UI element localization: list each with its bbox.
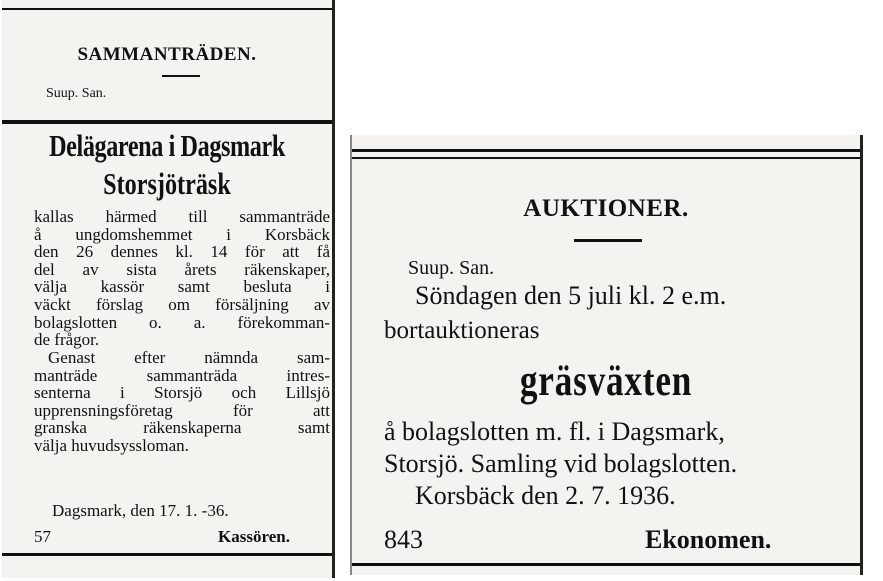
date-line: Dagsmark, den 17. 1. -36. [52, 501, 229, 520]
headline-line-1: Delägarena i Dagsmark [49, 128, 285, 163]
body-line: upprensningsföretag för att [34, 400, 330, 420]
tag-line: Suup. San. [408, 257, 495, 279]
heading-divider [574, 239, 642, 242]
ad-number: 57 [34, 527, 51, 546]
body-paragraph-2 [34, 349, 330, 455]
meetings-notice-clipping [2, 0, 335, 578]
body-line: del av sista årets räkenskaper, [34, 259, 330, 279]
auction-action-line: bortauktioneras [384, 317, 540, 344]
body-line: Genast efter nämnda sam- [48, 348, 330, 367]
body-line: bolagslotten o. a. förekomman- [34, 312, 330, 332]
tag-line: Suup. San. [46, 86, 107, 101]
body-line: välja kassör samt besluta i [34, 277, 330, 297]
top-rule-inner [352, 157, 860, 159]
bottom-rule [352, 563, 860, 566]
body-line: välja huvudsyssloman. [34, 435, 189, 455]
auction-notice-clipping [350, 135, 863, 575]
body-line: manträde sammanträda intres- [34, 365, 330, 385]
top-rule [2, 8, 332, 10]
signature: Kassören. [218, 527, 290, 546]
body-line: å ungdomshemmet i Korsbäck [34, 224, 330, 244]
body-line: granska räkenskaperna samt [34, 418, 330, 438]
section-rule [2, 120, 332, 124]
heading-divider [162, 75, 200, 77]
top-rule [352, 149, 860, 152]
location-line-2: Storsjö. Samling vid bolagslotten. [384, 449, 738, 478]
bottom-rule [2, 553, 332, 556]
signature: Ekonomen. [645, 525, 772, 554]
date-line: Korsbäck den 2. 7. 1936. [415, 481, 676, 510]
body-line: senterna i Storsjö och Lillsjö [34, 383, 330, 403]
body-paragraph-1 [34, 208, 330, 349]
location-line-1: å bolagslotten m. fl. i Dagsmark, [384, 417, 725, 446]
headline: gräsväxten [519, 356, 693, 405]
headline-line-2: Storsjöträsk [103, 166, 231, 201]
section-heading: SAMMANTRÄDEN. [77, 44, 257, 65]
body-line: de frågor. [34, 330, 100, 350]
body-line: den 26 dennes kl. 14 för att få [34, 242, 330, 262]
auction-date-line: Söndagen den 5 juli kl. 2 e.m. [415, 281, 727, 310]
ad-number: 843 [384, 525, 423, 554]
body-line: kallas härmed till sammanträde [34, 207, 330, 226]
section-heading: AUKTIONER. [523, 195, 689, 222]
body-line: väckt förslag om försäljning av [34, 294, 330, 314]
